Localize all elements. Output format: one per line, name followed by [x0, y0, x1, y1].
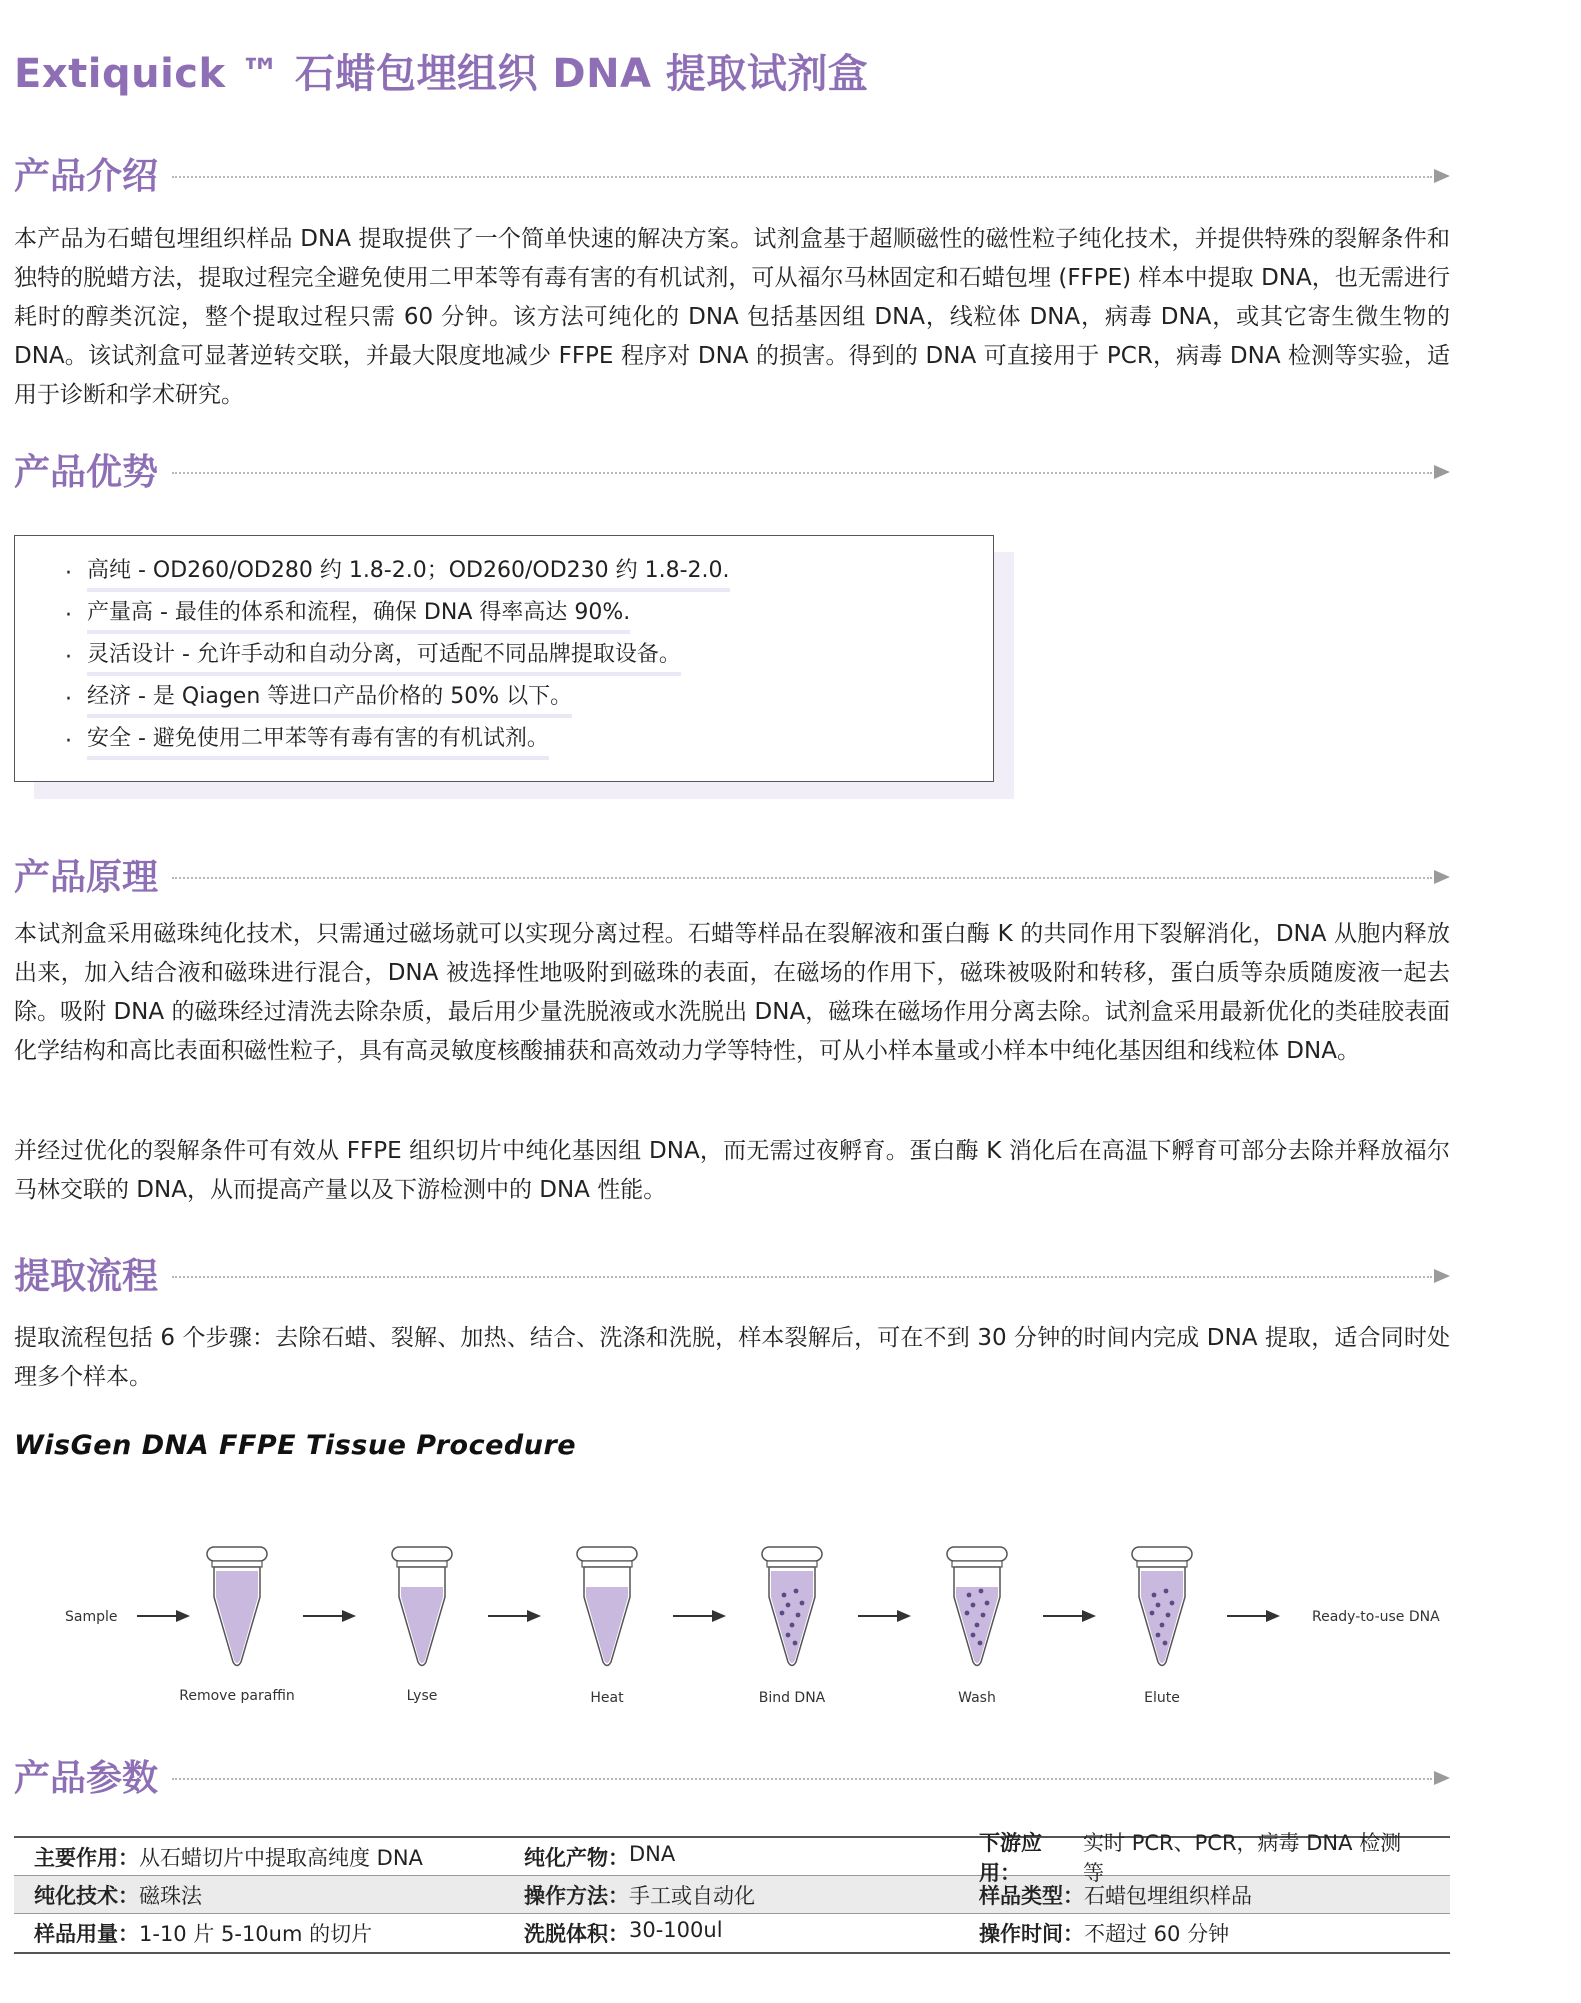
dotted-rule: [172, 1276, 1432, 1278]
param-cell: 下游应用： 实时 PCR、PCR，病毒 DNA 检测等: [979, 1830, 1402, 1885]
section-header-params: [14, 1754, 1450, 1804]
flow-step-label: Wash: [958, 1690, 996, 1706]
bead-dot: [786, 1603, 791, 1608]
section-header-procedure: [14, 1252, 1450, 1302]
bead-dot: [793, 1641, 798, 1646]
advantage-item: · 安全 - 避免使用二甲苯等有毒有害的有机试剂。: [65, 720, 993, 762]
table-row: [14, 1876, 1450, 1914]
arrow-right-icon: [1434, 1269, 1450, 1283]
table-row: [14, 1830, 1450, 1885]
section-header-intro: [14, 152, 1450, 202]
bead-dot: [786, 1633, 791, 1638]
principle-paragraph-2: 并经过优化的裂解条件可有效从 FFPE 组织切片中纯化基因组 DNA，而无需过夜孵育。蛋白酶 K 消化后在高温下孵育可部分去除并释放福尔马林交联的 DNA，从而提高产量以及下游检测中的 DNA 性能。: [14, 1138, 1450, 1203]
bead-dot: [1152, 1593, 1157, 1598]
bead-dot: [971, 1633, 976, 1638]
flow-step-label: Heat: [590, 1690, 624, 1706]
flow-end-label: Ready-to-use DNA: [1312, 1609, 1440, 1625]
bead-dot: [1156, 1633, 1161, 1638]
param-cell: 纯化产物： DNA: [524, 1841, 676, 1870]
principle-paragraph-1: 本试剂盒采用磁珠纯化技术，只需通过磁场就可以实现分离过程。石蜡等样品在裂解液和蛋白酶 K 的共同作用下裂解消化，DNA 从胞内释放出来，加入结合液和磁珠进行混合，DNA 被选择性地吸附到磁珠的表面，在磁场的作用下，磁珠被吸附和转移，蛋白质等杂质随废液一起去除。吸附 DNA 的磁珠经过清洗去除杂质，最后用少量洗脱液或水洗脱出 DNA，磁珠在磁场作用分离去除。试剂盒采用最新优化的类硅胶表面化学结构和高比表面积磁性粒子，具有高灵敏度核酸捕获和高效动力学等特性，可从小样本量或小样本中纯化基因组和线粒体 DNA。: [14, 921, 1450, 1064]
intro-paragraph: 本产品为石蜡包埋组织样品 DNA 提取提供了一个简单快速的解决方案。试剂盒基于超顺磁性的磁性粒子纯化技术，并提供特殊的裂解条件和独特的脱蜡方法，提取过程完全避免使用二甲苯等有毒有害的有机试剂，可从福尔马林固定和石蜡包埋 (FFPE) 样本中提取 DNA，也无需进行耗时的醇类沉淀，整个提取过程只需 60 分钟。该方法可纯化的 DNA 包括基因组 DNA，线粒体 DNA，病毒 DNA，或其它寄生微生物的 DNA。该试剂盒可显著逆转交联，并最大限度地减少 FFPE 程序对 DNA 的损害。得到的 DNA 可直接用于 PCR，病毒 DNA 检测等实验，适用于诊断和学术研究。: [14, 226, 1450, 408]
param-cell: 样品用量： 1-10 片 5-10um 的切片: [34, 1922, 373, 1946]
page-title: Extiquick ™ 石蜡包埋组织 DNA 提取试剂盒: [14, 51, 869, 97]
bead-dot: [780, 1611, 785, 1616]
dotted-rule: [172, 1778, 1432, 1780]
advantage-item: · 高纯 - OD260/OD280 约 1.8-2.0；OD260/OD230 约 1.8-2.0.: [65, 552, 993, 594]
bead-dot: [965, 1611, 970, 1616]
bead-dot: [978, 1641, 983, 1646]
table-row: [14, 1914, 1450, 1952]
flow-step-label: Remove paraffin: [179, 1688, 295, 1704]
bead-dot: [1163, 1641, 1168, 1646]
advantage-item: · 经济 - 是 Qiagen 等进口产品价格的 50% 以下。: [65, 678, 993, 720]
arrow-right-icon: [1434, 1771, 1450, 1785]
arrow-right-icon: [1434, 465, 1450, 479]
procedure-diagram-title: WisGen DNA FFPE Tissue Procedure: [14, 1430, 577, 1461]
bead-dot: [981, 1613, 986, 1618]
flow-step-label: Lyse: [406, 1688, 438, 1704]
arrow-right-icon: [1434, 870, 1450, 884]
bead-dot: [794, 1589, 799, 1594]
section-header-principle: [14, 853, 1450, 903]
arrow-head-icon: [712, 1610, 726, 1622]
bead-dot: [971, 1603, 976, 1608]
microtube-icon: [947, 1547, 1007, 1666]
microtube-icon: [762, 1547, 822, 1666]
bead-dot: [975, 1623, 980, 1628]
flow-step-label: Elute: [1144, 1690, 1180, 1706]
param-cell: 样品类型： 石蜡包埋组织样品: [979, 1883, 1252, 1908]
microtube-icon: [392, 1547, 452, 1666]
arrow-head-icon: [1266, 1610, 1280, 1622]
section-header-advantages: [14, 448, 1450, 498]
param-cell: 洗脱体积： 30-100ul: [524, 1918, 723, 1946]
dotted-rule: [172, 472, 1432, 474]
bead-dot: [985, 1601, 990, 1606]
section-title-advantages: 产品优势: [14, 452, 159, 493]
bead-dot: [979, 1589, 984, 1594]
bead-dot: [1170, 1601, 1175, 1606]
arrow-head-icon: [527, 1610, 541, 1622]
section-title-intro: 产品介绍: [14, 156, 159, 197]
bead-dot: [1164, 1589, 1169, 1594]
bead-dot: [790, 1623, 795, 1628]
bead-dot: [796, 1613, 801, 1618]
arrow-head-icon: [342, 1610, 356, 1622]
advantage-item: · 灵活设计 - 允许手动和自动分离，可适配不同品牌提取设备。: [65, 636, 993, 678]
microtube-icon: [207, 1547, 267, 1666]
microtube-icon: [577, 1547, 637, 1666]
section-title-params: 产品参数: [14, 1758, 159, 1799]
bead-dot: [1156, 1603, 1161, 1608]
section-title-procedure: 提取流程: [14, 1256, 159, 1297]
params-table: [14, 1830, 1450, 1954]
param-cell: 主要作用： 从石蜡切片中提取高纯度 DNA: [34, 1845, 423, 1870]
bead-dot: [782, 1593, 787, 1598]
bead-dot: [1166, 1613, 1171, 1618]
microtube-icon: [1132, 1547, 1192, 1666]
advantages-box: [14, 535, 994, 782]
arrow-head-icon: [1082, 1610, 1096, 1622]
bead-dot: [800, 1601, 805, 1606]
arrow-head-icon: [897, 1610, 911, 1622]
dotted-rule: [172, 176, 1432, 178]
procedure-flow-diagram: [0, 1535, 1581, 1725]
bead-dot: [1160, 1623, 1165, 1628]
param-cell: 纯化技术： 磁珠法: [34, 1883, 202, 1908]
procedure-paragraph: 提取流程包括 6 个步骤：去除石蜡、裂解、加热、结合、洗涤和洗脱，样本裂解后，可在不到 30 分钟的时间内完成 DNA 提取，适合同时处理多个样本。: [14, 1325, 1450, 1390]
dotted-rule: [172, 877, 1432, 879]
param-cell: 操作方法： 手工或自动化: [524, 1883, 755, 1908]
advantage-item: · 产量高 - 最佳的体系和流程，确保 DNA 得率高达 90%.: [65, 594, 993, 636]
arrow-right-icon: [1434, 169, 1450, 183]
param-cell: 操作时间： 不超过 60 分钟: [979, 1922, 1230, 1946]
section-title-principle: 产品原理: [14, 857, 159, 898]
flow-start-label: Sample: [65, 1609, 118, 1625]
flow-step-label: Bind DNA: [758, 1690, 826, 1706]
bead-dot: [967, 1593, 972, 1598]
arrow-head-icon: [176, 1610, 190, 1622]
bead-dot: [1150, 1611, 1155, 1616]
